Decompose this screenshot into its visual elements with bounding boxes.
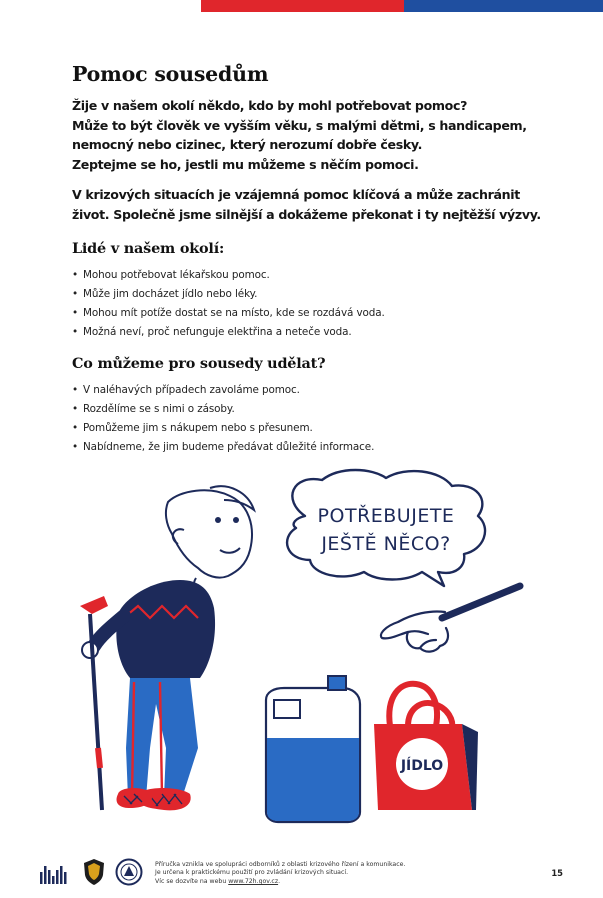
list-item: • Mohou mít potíže dostat se na místo, kde se rozdává voda. (72, 304, 542, 323)
speech-bubble-line1: POTŘEBUJETE (317, 505, 455, 527)
page-number: 15 (551, 868, 563, 878)
lead-line: život. Společně jsme silnější a dokážeme překonat i ty nejtěžší výzvy. (72, 206, 541, 222)
list-item: • Možná neví, proč nefunguje elektřina a neteče voda. (72, 323, 542, 342)
lead-line: Zeptejme se ho, jestli mu můžeme s něčím pomoci. (72, 156, 419, 172)
food-bag-label: JÍDLO (400, 758, 444, 774)
top-bar-red (201, 0, 404, 12)
neighbor-help-illustration (60, 468, 580, 836)
lead-line: V krizových situacích je vzájemná pomoc klíčová a může zachránit (72, 187, 520, 203)
helping-hand (381, 586, 520, 652)
list-item: • V naléhavých případech zavoláme pomoc. (72, 381, 542, 400)
speech-bubble-line2: JEŠTĚ NĚCO? (321, 533, 451, 555)
top-bar-blue (404, 0, 603, 12)
list-item: • Nabídneme, že jim budeme předávat důležité informace. (72, 438, 542, 457)
footer-line: Je určena k praktickému použití pro zvládání krizových situací. (155, 869, 349, 877)
list-item: • Pomůžeme jim s nákupem nebo s přesunem. (72, 419, 542, 438)
footer-line: Víc se dozvíte na webu www.72h.gov.cz. (155, 877, 281, 885)
lead-line: Může to být člověk ve vyšším věku, s malými dětmi, s handicapem, (72, 117, 527, 133)
section-heading-help: Co můžeme pro sousedy udělat? (72, 354, 326, 372)
footer (0, 852, 603, 898)
help-list (72, 381, 542, 457)
list-item: • Rozdělíme se s nimi o zásoby. (72, 400, 542, 419)
speech-bubble (287, 470, 485, 586)
lead-line: Žije v našem okolí někdo, kdo by mohl potřebovat pomoc? (72, 98, 468, 113)
page-content (72, 62, 542, 457)
lead-text (72, 96, 542, 225)
website-link[interactable]: www.72h.gov.cz (228, 877, 279, 885)
footer-text (155, 861, 405, 886)
fire-rescue-shield-logo (82, 858, 106, 886)
food-bag (374, 684, 478, 810)
list-item: • Mohou potřebovat lékařskou pomoc. (72, 266, 542, 285)
water-canister (266, 676, 360, 822)
section-heading-people: Lidé v našem okolí: (72, 239, 225, 257)
people-list (72, 266, 542, 342)
footer-line: Příručka vznikla ve spolupráci odborníků z oblasti krizového řízení a komunikace. (155, 861, 406, 868)
ministry-logo (40, 862, 70, 884)
page-title: Pomoc sousedům (72, 62, 269, 86)
army-round-logo (115, 858, 143, 886)
lead-line: nemocný nebo cizinec, který nerozumí dobře česky. (72, 137, 423, 153)
elderly-man (82, 486, 254, 810)
list-item: • Může jim docházet jídlo nebo léky. (72, 285, 542, 304)
